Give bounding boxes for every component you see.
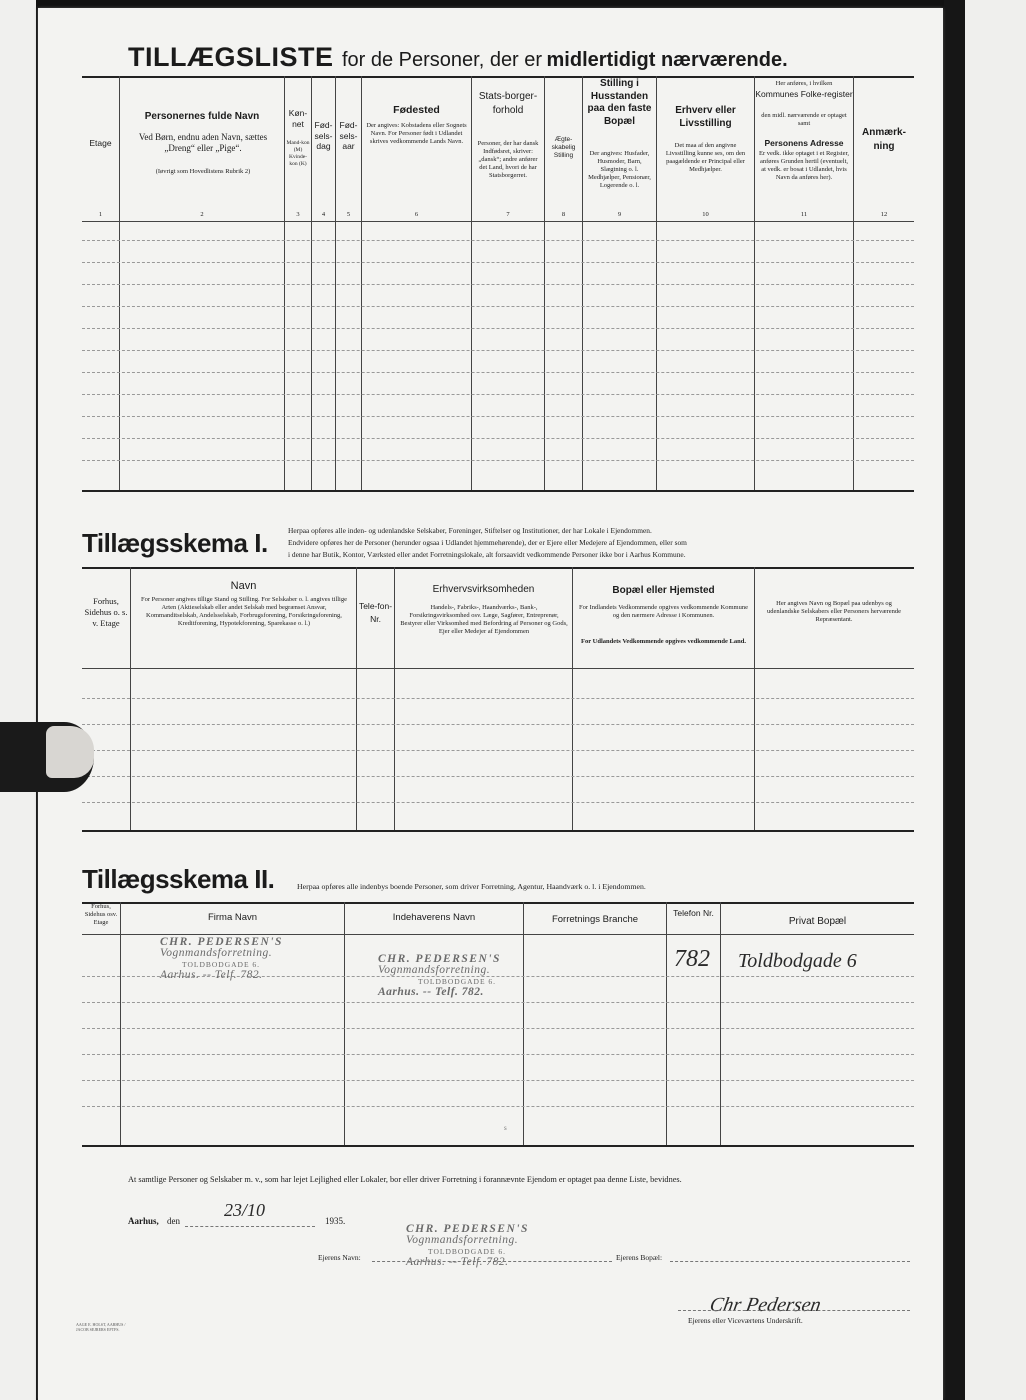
col-sex-head: Køn-net bbox=[288, 108, 308, 129]
census-form-page bbox=[38, 8, 943, 1400]
skema1-col-erhverv-sub: Handels-, Fabriks-, Haandværks-, Bank-, Forsikringsvirksomhed osv. Læge, Sagfører, Entreprenør, Bestyrer eller Virksomhed med Befordring af Personer og Gods, Ejer eller Medejer af Ejendommen bbox=[400, 604, 568, 635]
signature: Chr Pedersen bbox=[708, 1294, 823, 1316]
skema2-col-etage: Forhus, Sidehus osv. Etage bbox=[84, 903, 118, 926]
skema1-col-bopael-sub: For Indlandets Vedkommende opgives vedkommende Kommune og den nærmere Adresse i Kommunen. bbox=[578, 604, 749, 619]
next-page-edge bbox=[965, 0, 1026, 1400]
list-header-bottom-rule bbox=[82, 221, 914, 222]
skema2-header-rule bbox=[82, 934, 914, 935]
skema1-title: Tillægsskema I. bbox=[82, 528, 268, 558]
owner-name-label: Ejerens Navn: bbox=[318, 1253, 361, 1262]
col-register-mid: den midl. nærværende er optaget samt bbox=[761, 112, 847, 127]
col-citizenship-head: Stats-borger-forhold bbox=[478, 91, 538, 116]
skema1-top-rule bbox=[82, 567, 914, 569]
owner-stamp bbox=[406, 1224, 529, 1268]
stamp-line-1: CHR. PEDERSEN'S bbox=[160, 936, 283, 948]
skema2-col-firma: Firma Navn bbox=[207, 912, 258, 923]
col-divider bbox=[344, 902, 345, 1145]
stamp-line-2: Vognmandsforretning. bbox=[378, 964, 491, 976]
stamp-line-3: TOLDBODGADE 6. bbox=[428, 1247, 507, 1256]
col-num: 2 bbox=[200, 211, 204, 218]
row-line bbox=[82, 1080, 914, 1081]
skema1-col-bopael-sub2: For Udlandets Vedkommende opgives vedkommende Land. bbox=[581, 638, 746, 645]
col-divider bbox=[656, 76, 657, 490]
signature-label: Ejerens eller Viceværtens Underskrift. bbox=[688, 1316, 803, 1325]
col-name-sub: Ved Børn, endnu aden Navn, sættes „Dreng“ eller „Pige“. bbox=[138, 132, 268, 153]
col-marital-head: Ægte-skabelig Stilling bbox=[551, 136, 576, 159]
skema1-header-rule bbox=[82, 668, 914, 669]
year: 1935. bbox=[325, 1216, 346, 1226]
stamp-line-1: CHR. PEDERSEN'S bbox=[406, 1223, 529, 1235]
col-divider bbox=[120, 902, 121, 1145]
row-line bbox=[82, 306, 914, 307]
row-line bbox=[82, 1054, 914, 1055]
row-line bbox=[82, 438, 914, 439]
col-household-head: Stilling i Husstanden paa den faste Bopæl bbox=[587, 78, 652, 127]
stamp-line-2: Vognmandsforretning. bbox=[160, 947, 273, 959]
row-line bbox=[82, 460, 914, 461]
row-line bbox=[82, 328, 914, 329]
col-num: 6 bbox=[414, 211, 419, 218]
skema2-bottom-rule bbox=[82, 1145, 914, 1147]
col-divider bbox=[582, 76, 583, 490]
skema1-col-erhverv-head: Erhvervsvirksomheden bbox=[432, 584, 535, 595]
row-line bbox=[82, 240, 914, 241]
skema2-col-branche: Forretnings Branche bbox=[551, 914, 639, 925]
place: Aarhus, bbox=[128, 1216, 159, 1226]
thumbnail bbox=[46, 726, 94, 778]
owner-address-line bbox=[670, 1261, 910, 1262]
stray-mark: s bbox=[504, 1124, 507, 1132]
col-name-head: Personernes fulde Navn bbox=[144, 111, 260, 122]
signature-line bbox=[678, 1310, 910, 1311]
skema2-col-indehaver: Indehaverens Navn bbox=[392, 912, 476, 923]
declaration: At samtlige Personer og Selskaber m. v., som har lejet Lejlighed eller Lokaler, bor eller driver Forretning i forannævnte Ejendom er optaget paa denne Liste, bevidnes. bbox=[128, 1175, 682, 1184]
row-line bbox=[82, 394, 914, 395]
row-line bbox=[82, 802, 914, 803]
col-num: 12 bbox=[880, 211, 888, 218]
stamp-line-1: CHR. PEDERSEN'S bbox=[378, 953, 501, 965]
skema2-title: Tillægsskema II. bbox=[82, 864, 275, 894]
printer-mark: AAGE E. HOLST, AARHUS / JACOB SEJRERS EFTFS. bbox=[76, 1322, 126, 1332]
den-label: den bbox=[167, 1216, 180, 1226]
row-line bbox=[82, 1106, 914, 1107]
col-occupation-head: Erhverv eller Livsstilling bbox=[675, 105, 736, 129]
col-num: 11 bbox=[800, 211, 808, 218]
col-birthyear-head: Fød-sels-aar bbox=[339, 120, 358, 151]
stamp-line-3: TOLDBODGADE 6. bbox=[182, 960, 261, 969]
title-rest: for de Personer, der er bbox=[341, 49, 543, 71]
stamp-line-2: Vognmandsforretning. bbox=[406, 1234, 519, 1246]
row-line bbox=[82, 284, 914, 285]
stamp-line-4: Aarhus. -- Telf. 782. bbox=[406, 1256, 509, 1268]
skema2-desc: Herpaa opføres alle indenbys boende Personer, som driver Forretning, Agentur, Haandværk o. l. i Ejendommen. bbox=[297, 882, 646, 891]
title-bold: midlertidigt nærværende. bbox=[546, 49, 788, 71]
telefon-handwritten: 782 bbox=[674, 946, 710, 972]
bopael-handwritten: Toldbodgade 6 bbox=[738, 950, 857, 972]
skema2-col-bopael: Privat Bopæl bbox=[788, 916, 847, 927]
list-table-top-rule bbox=[82, 76, 914, 78]
col-name-sub2: (Iøvrigt som Hovedlistens Rubrik 2) bbox=[155, 168, 251, 175]
date-line bbox=[185, 1226, 315, 1227]
row-line bbox=[82, 1028, 914, 1029]
row-line bbox=[82, 1002, 914, 1003]
col-etage-head: Etage bbox=[89, 138, 112, 148]
col-divider bbox=[471, 76, 472, 490]
col-register-head: Kommunes Folke-register bbox=[755, 89, 853, 99]
row-line bbox=[82, 698, 914, 699]
col-occupation-sub: Det maa af den angivne Livsstilling kunne ses, om den paagældende er Principal eller Medhjælper. bbox=[665, 142, 746, 173]
stamp-line-4: Aarhus. -- Telf. 782. bbox=[378, 986, 484, 998]
col-birthplace-head: Fødested bbox=[393, 104, 440, 116]
col-num: 1 bbox=[98, 211, 103, 218]
owner-address-label: Ejerens Bopæl: bbox=[616, 1253, 663, 1262]
skema1-desc-3: i denne har Butik, Kontor, Værksted eller andet Forretningslokale, alt forsaavidt vedkommende Personer ikke bor i Aarhus Kommune. bbox=[288, 550, 686, 559]
skema1-col-representant: Her angives Navn og Bopæl paa udenbys og udenlandske Selskabers eller Personers herværende Repræsentant. bbox=[767, 600, 901, 623]
col-divider bbox=[666, 902, 667, 1145]
row-line bbox=[82, 350, 914, 351]
title-main: TILLÆGSLISTE bbox=[128, 42, 334, 72]
skema2-col-telefon: Telefon Nr. bbox=[673, 908, 714, 918]
skema1-col-navn-head: Navn bbox=[230, 580, 257, 592]
col-divider bbox=[361, 76, 362, 490]
list-table-bottom-rule bbox=[82, 490, 914, 492]
skema1-desc-2: Endvidere opføres her de Personer (herunder ogsaa i Udlandet hjemmehørende), der er Ejere eller Medejere af Ejendommen, eller som bbox=[288, 538, 687, 547]
col-register-pre: Her anføres, i hvilken bbox=[775, 80, 833, 87]
col-num: 9 bbox=[617, 211, 622, 218]
col-register-sub: Er vedk. ikke optaget i et Register, anføres Grunden hertil (eventuelt, at vedk. er bosat i Udlandet, hvis Navn da anføres her). bbox=[759, 150, 849, 181]
col-divider bbox=[284, 76, 285, 490]
col-num: 8 bbox=[561, 211, 566, 218]
stamp-line-3: TOLDBODGADE 6. bbox=[418, 977, 497, 986]
col-household-sub: Der angives: Husfader, Husmoder, Barn, Slægtning o. l. Medhjælper, Pensionær, Logerende o. l. bbox=[588, 150, 651, 189]
skema2-top-rule bbox=[82, 902, 914, 904]
col-num: 4 bbox=[321, 211, 326, 218]
skema1-col-bopael-head: Bopæl eller Hjemsted bbox=[612, 585, 715, 596]
skema1-col-navn-sub: For Personer angives tillige Stand og Stilling. For Selskaber o. l. angives tillige Arten (Aktieselskab eller andet Selskab med begrænset Ansvar, Kommanditselskab, Andelsselskab, Forbrugsforening, Forsikringsforening, Kreditforening, Hypotekforening, Sparekasse o. l.) bbox=[141, 596, 347, 627]
col-birthday-head: Fød-sels-dag bbox=[314, 120, 333, 151]
date-handwritten: 23/10 bbox=[224, 1200, 266, 1220]
row-line bbox=[82, 416, 914, 417]
stamp-line-4: Aarhus. -- Telf. 782. bbox=[160, 969, 263, 981]
skema1-col-telefon: Tele-fon-Nr. bbox=[358, 601, 393, 624]
previous-page-edge bbox=[0, 0, 36, 1400]
row-line bbox=[82, 776, 914, 777]
col-remarks-head: Anmærk-ning bbox=[862, 127, 906, 152]
col-address-head: Personens Adresse bbox=[764, 138, 844, 148]
col-num: 3 bbox=[296, 211, 300, 218]
row-line bbox=[82, 724, 914, 725]
col-num: 5 bbox=[346, 211, 351, 218]
col-divider bbox=[119, 76, 120, 490]
col-citizenship-sub: Personer, der har dansk Indfødsret, skriver: „dansk“; andre anfører det Land, hvori de har Statsborgerret. bbox=[477, 140, 539, 179]
skema1-desc-1: Herpaa opføres alle inden- og udenlandske Selskaber, Foreninger, Stiftelser og Institutioner, der har Lokale i Ejendommen. bbox=[288, 526, 652, 535]
col-divider bbox=[523, 902, 524, 1145]
col-num: 7 bbox=[506, 211, 510, 218]
col-birthplace-sub: Der angives: Kobstadens eller Sognets Navn. For Personer født i Udlandet skrives vedkommende Lands Navn. bbox=[366, 122, 467, 145]
skema1-bottom-rule bbox=[82, 830, 914, 832]
col-divider bbox=[720, 902, 721, 1145]
skema1-col-etage: Forhus, Sidehus o. s. v. Etage bbox=[84, 596, 128, 628]
firma-stamp bbox=[160, 937, 283, 981]
col-sex-sub: Mand-kon (M) Kvinde-kon (K) bbox=[286, 140, 310, 167]
indehaver-stamp bbox=[378, 954, 501, 998]
page-title bbox=[128, 42, 888, 73]
col-num: 10 bbox=[702, 211, 709, 218]
row-line bbox=[82, 750, 914, 751]
row-line bbox=[82, 262, 914, 263]
row-line bbox=[82, 372, 914, 373]
